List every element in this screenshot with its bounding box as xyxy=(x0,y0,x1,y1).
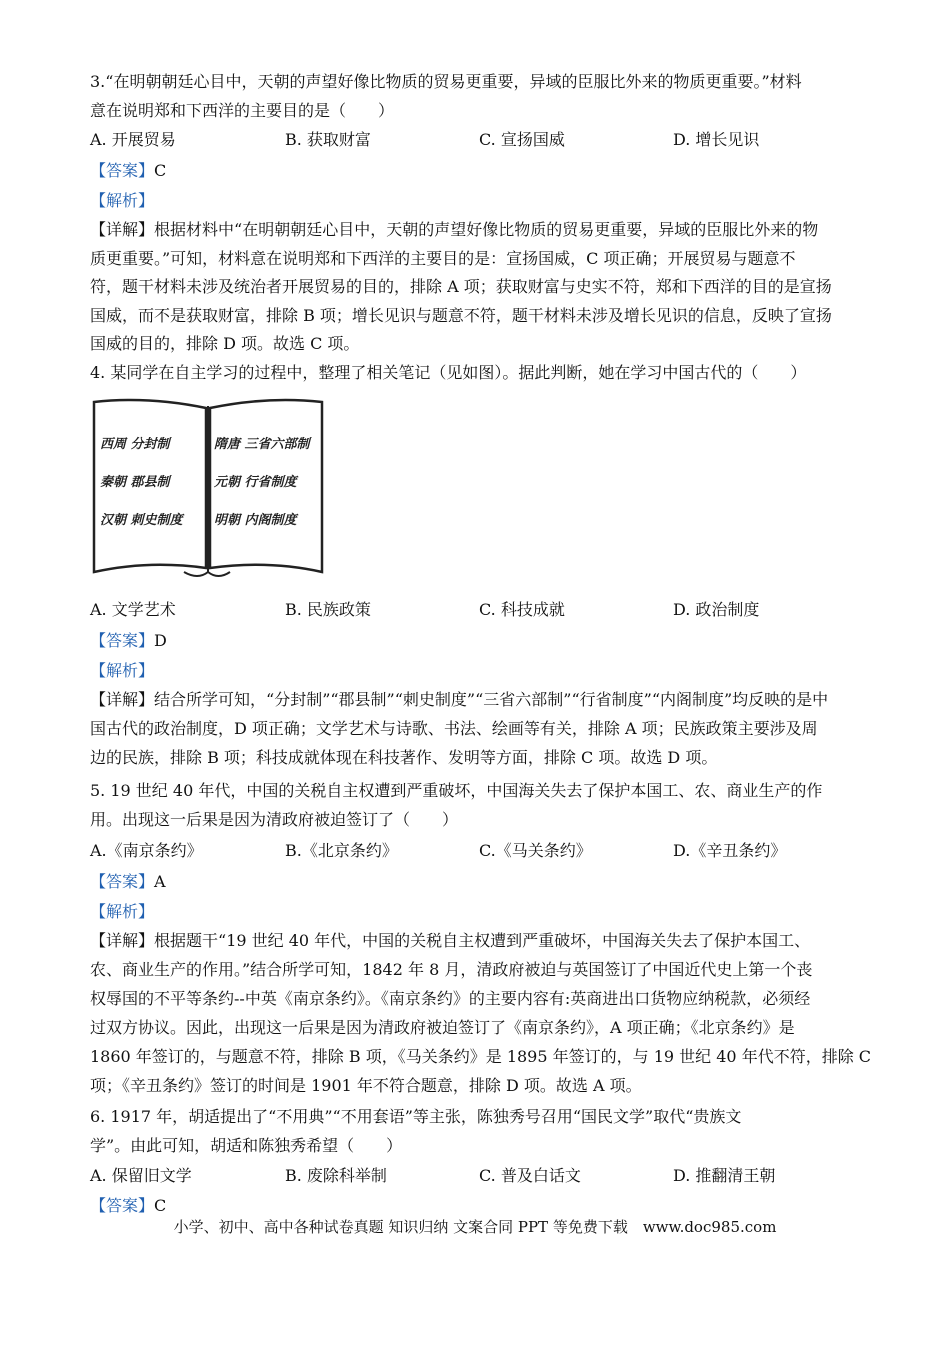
q6-option-a: A. 保留旧文学 xyxy=(90,1166,192,1185)
q5-detail-line-6: 项；《辛丑条约》签订的时间是 1901 年不符合题意，排除 D 项。故选 A 项。 xyxy=(90,1076,642,1095)
answer-value: D xyxy=(154,631,167,650)
q5-detail-line-4: 过双方协议。因此，出现这一后果是因为清政府被迫签订了《南京条约》，A 项正确；《北京条约》是 xyxy=(90,1018,795,1037)
note-left-1: 西周 分封制 xyxy=(100,437,170,452)
q4-detail-line-2: 国古代的政治制度，D 项正确；文学艺术与诗歌、书法、绘画等有关，排除 A 项；民族政策主要涉及周 xyxy=(90,719,818,738)
q5-detail-line-2: 农、商业生产的作用。”结合所学可知，1842 年 8 月，清政府被迫与英国签订了中国近代史上第一个丧 xyxy=(90,960,813,979)
q3-detail-line-3: 符，题干材料未涉及统治者开展贸易的目的，排除 A 项；获取财富与史实不符，郑和下西洋的目的是宣扬 xyxy=(90,277,832,296)
note-right-1: 隋唐 三省六部制 xyxy=(214,437,310,452)
note-left-3: 汉朝 刺史制度 xyxy=(100,513,183,528)
q3-detail-line-1 xyxy=(90,220,870,240)
q4-option-a: A. 文学艺术 xyxy=(90,600,176,619)
q6-option-d: D. 推翻清王朝 xyxy=(673,1166,776,1185)
q4-detail-line-3: 边的民族，排除 B 项；科技成就体现在科技著作、发明等方面，排除 C 项。故选 D 项。 xyxy=(90,748,718,767)
q5-option-c: C.《马关条约》 xyxy=(479,841,592,860)
answer-tag: 【答案】 xyxy=(90,161,155,180)
q5-option-b: B.《北京条约》 xyxy=(285,841,398,860)
q6-stem-line-1: 6. 1917 年，胡适提出了“不用典”“不用套语”等主张，陈独秀号召用“国民文学”取代“贵族文 xyxy=(90,1107,742,1126)
q5-detail-line-3: 权辱国的不平等条约--中英《南京条约》。《南京条约》的主要内容有:英商进出口货物应纳税款，必须经 xyxy=(90,989,811,1008)
q5-detail-line-5: 1860 年签订的，与题意不符，排除 B 项，《马关条约》是 1895 年签订的，与 19 世纪 40 年代不符，排除 C xyxy=(90,1047,872,1066)
q3-answer xyxy=(90,161,870,181)
q6-answer xyxy=(90,1196,870,1216)
q5-answer xyxy=(90,872,870,892)
q5-stem-line-2: 用。出现这一后果是因为清政府被迫签订了（ ） xyxy=(90,810,459,829)
q4-option-d: D. 政治制度 xyxy=(673,600,760,619)
notebook-illustration xyxy=(88,396,328,588)
q4-option-c: C. 科技成就 xyxy=(479,600,565,619)
q3-option-c: C. 宣扬国威 xyxy=(479,130,565,149)
q4-answer xyxy=(90,631,870,651)
q5-detail-line-1 xyxy=(90,931,870,951)
q6-option-b: B. 废除科举制 xyxy=(285,1166,387,1185)
q3-detail-line-4: 国威，而不是获取财富，排除 B 项；增长见识与题意不符，题干材料未涉及增长见识的信息，反映了宣扬 xyxy=(90,306,832,325)
answer-value: C xyxy=(154,161,167,180)
q3-option-a: A. 开展贸易 xyxy=(90,130,176,149)
detail-text: 根据材料中“在明朝朝廷心目中，天朝的声望好像比物质的贸易更重要，异域的臣服比外来的物 xyxy=(154,220,819,239)
detail-text: 根据题干“19 世纪 40 年代，中国的关税自主权遭到严重破坏，中国海关失去了保护本国工、 xyxy=(154,931,811,950)
answer-value: C xyxy=(154,1196,167,1215)
q4-analysis-tag: 【解析】 xyxy=(90,661,155,680)
note-right-3: 明朝 内阁制度 xyxy=(214,513,297,528)
detail-tag: 【详解】 xyxy=(90,690,155,709)
q4-detail-line-1 xyxy=(90,690,870,710)
q5-stem-line-1: 5. 19 世纪 40 年代，中国的关税自主权遭到严重破坏，中国海关失去了保护本国工、农、商业生产的作 xyxy=(90,781,823,800)
q3-detail-line-5: 国威的目的，排除 D 项。故选 C 项。 xyxy=(90,334,360,353)
q4-option-b: B. 民族政策 xyxy=(285,600,371,619)
q6-option-c: C. 普及白话文 xyxy=(479,1166,581,1185)
note-left-2: 秦朝 郡县制 xyxy=(100,475,170,490)
q3-stem-line-1: 3.“在明朝朝廷心目中，天朝的声望好像比物质的贸易更重要，异域的臣服比外来的物质更重要。”材料 xyxy=(90,72,802,91)
page-footer: 小学、初中、高中各种试卷真题 知识归纳 文案合同 PPT 等免费下载 www.doc985.com xyxy=(173,1218,777,1236)
answer-value: A xyxy=(154,872,166,891)
answer-tag: 【答案】 xyxy=(90,631,155,650)
q5-analysis-tag: 【解析】 xyxy=(90,902,155,921)
q3-option-b: B. 获取财富 xyxy=(285,130,371,149)
q6-stem-line-2: 学”。由此可知，胡适和陈独秀希望（ ） xyxy=(90,1136,403,1155)
q4-stem: 4. 某同学在自主学习的过程中，整理了相关笔记（见如图）。据此判断，她在学习中国古代的（ ） xyxy=(90,363,807,382)
detail-tag: 【详解】 xyxy=(90,931,155,950)
detail-tag: 【详解】 xyxy=(90,220,155,239)
q3-option-d: D. 增长见识 xyxy=(673,130,760,149)
q3-analysis-tag: 【解析】 xyxy=(90,191,155,210)
q5-option-d: D.《辛丑条约》 xyxy=(673,841,787,860)
note-right-2: 元朝 行省制度 xyxy=(214,475,297,490)
detail-text: 结合所学可知，“分封制”“郡县制”“刺史制度”“三省六部制”“行省制度”“内阁制度”均反映的是中 xyxy=(154,690,829,709)
answer-tag: 【答案】 xyxy=(90,872,155,891)
q3-stem-line-2: 意在说明郑和下西洋的主要目的是（ ） xyxy=(90,101,395,120)
answer-tag: 【答案】 xyxy=(90,1196,155,1215)
q3-detail-line-2: 质更重要。”可知，材料意在说明郑和下西洋的主要目的是：宣扬国威，C 项正确；开展贸易与题意不 xyxy=(90,249,796,268)
q5-option-a: A.《南京条约》 xyxy=(90,841,203,860)
